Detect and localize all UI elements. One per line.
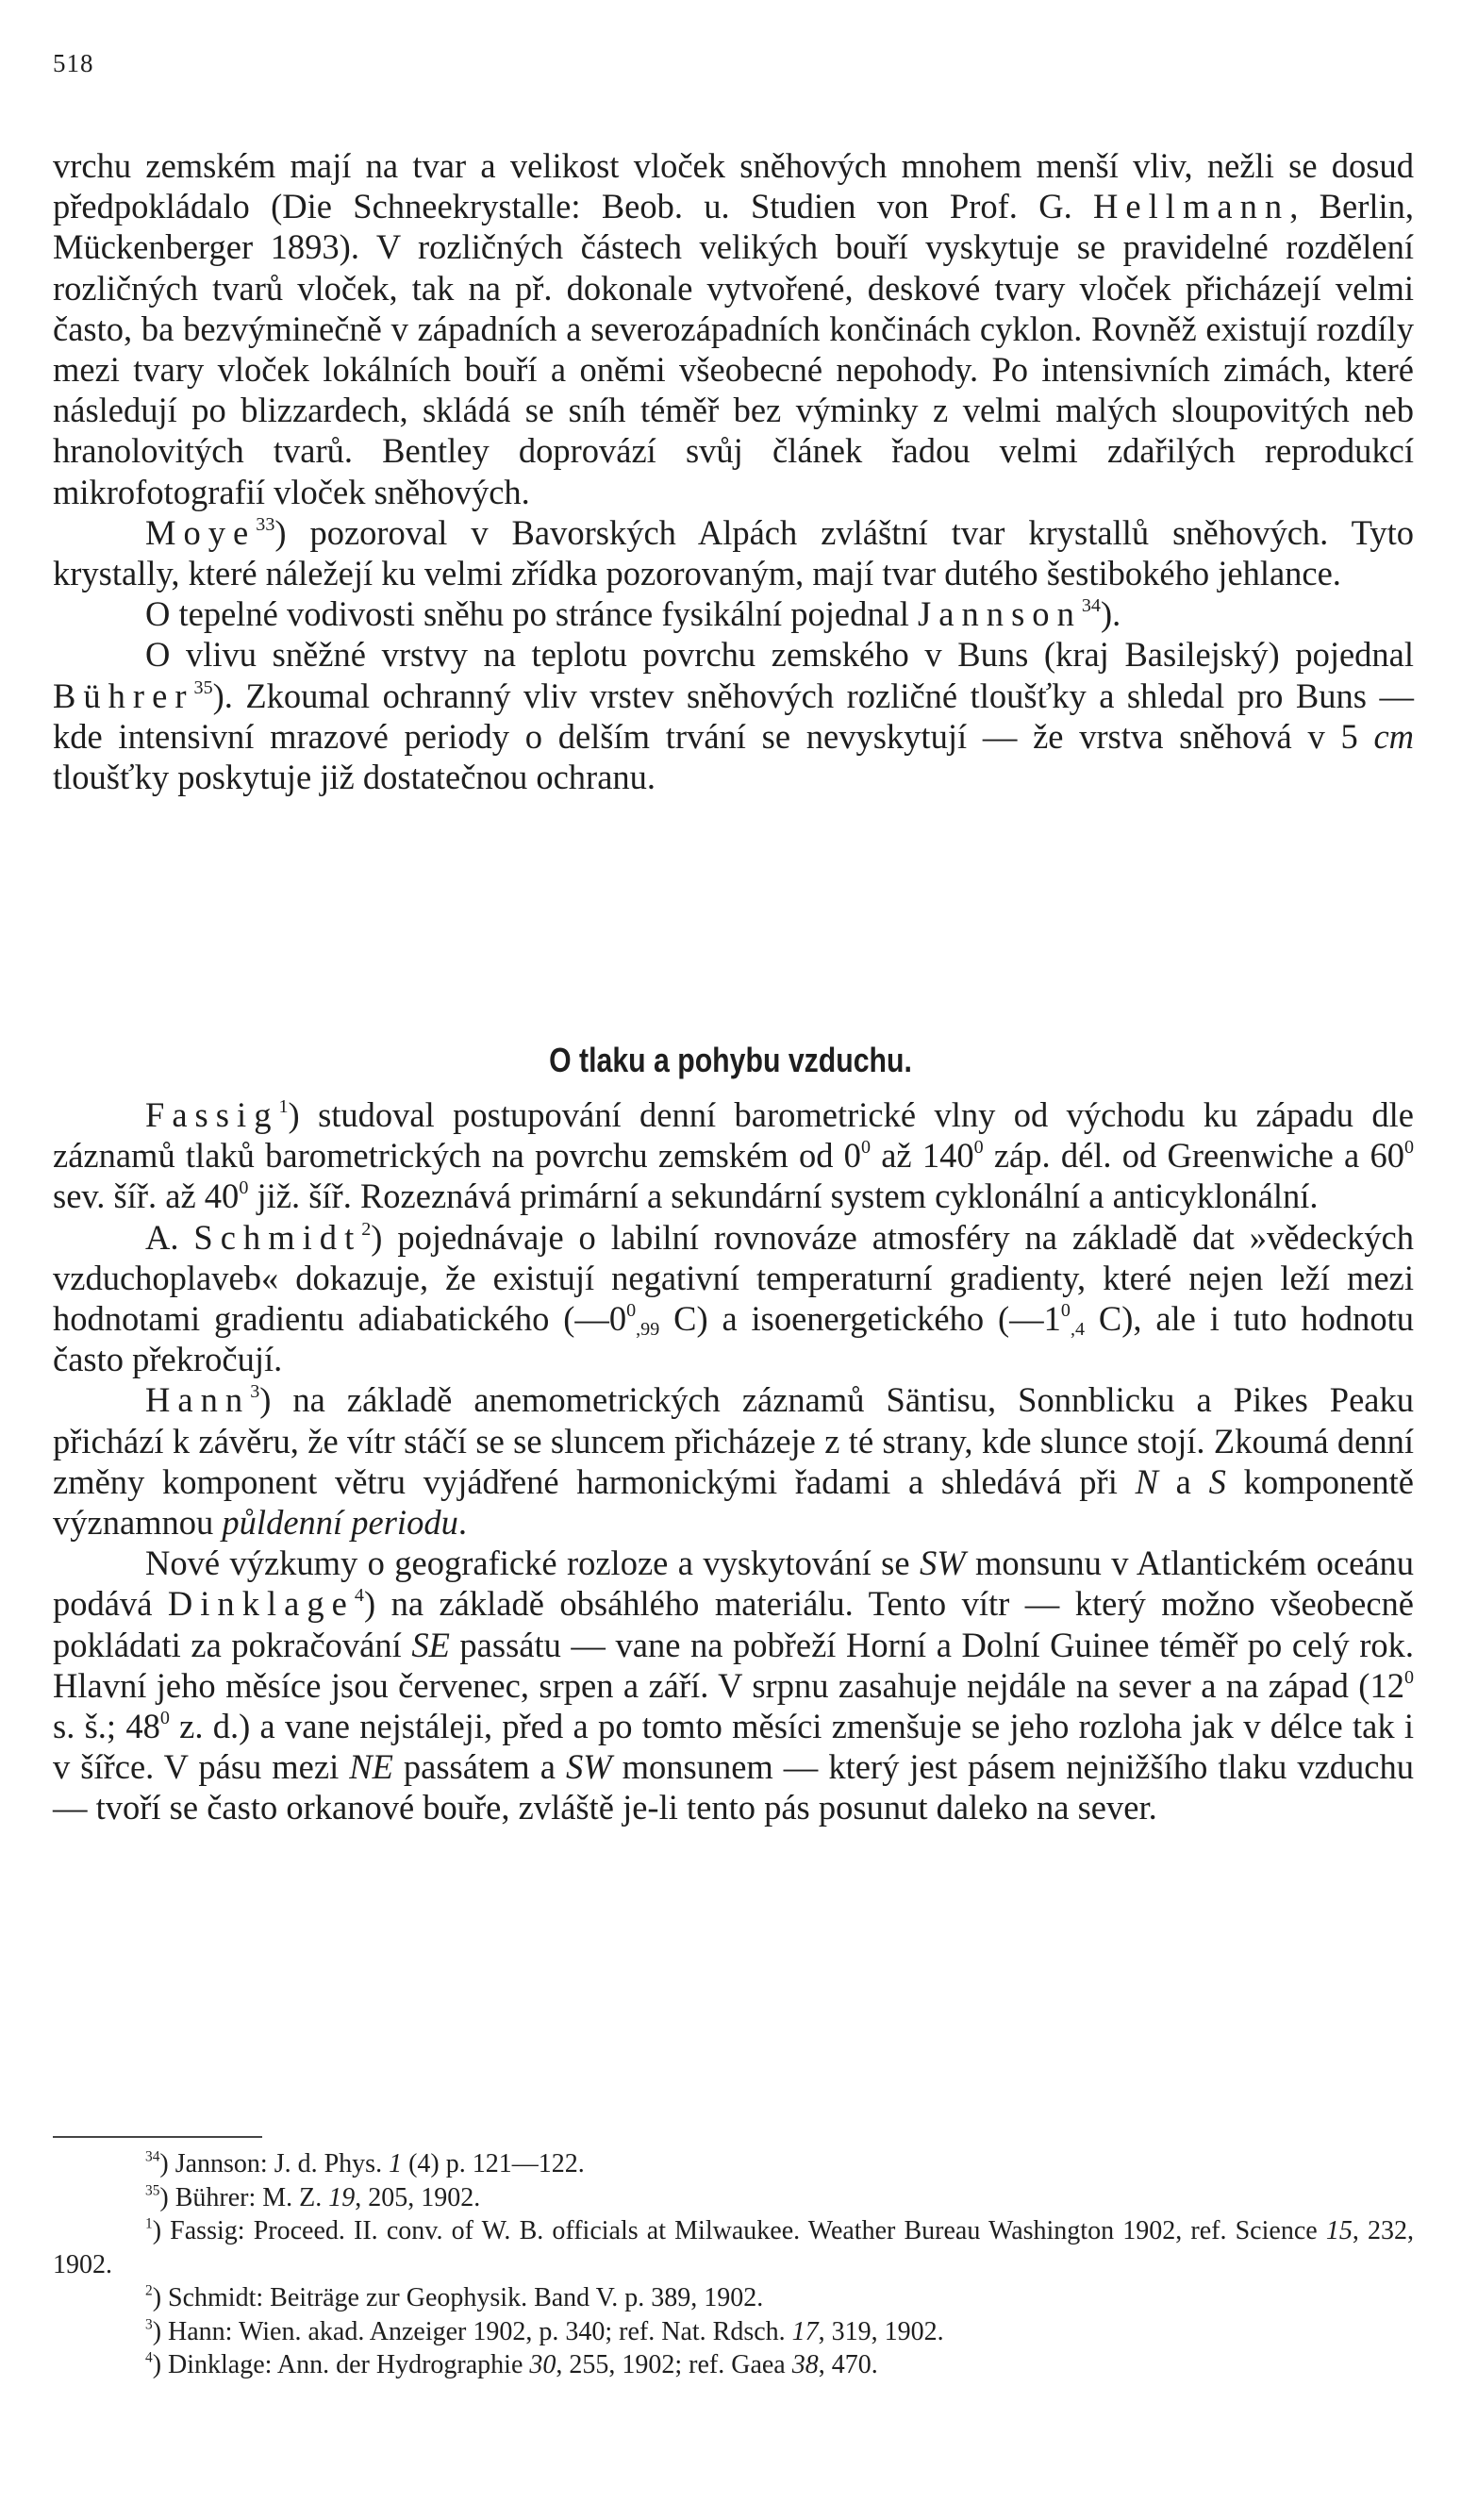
paragraph-moye: Moye$^{33}$) pozoroval v Bavorských Alpách zvláštní tvar krystallů sněhových. Tyto krystally, které náležejí ku velmi zřídka pozorovaným, mají tvar dutého šestibokého jehlance.	[53, 512, 1414, 593]
paragraph-dinklage: Nové výzkumy o geografické rozloze a vyskytování se SW monsunu v Atlantickém oceánu podává Dinklage$^4$) na základě obsáhlého materiálu. Tento vítr — který možno všeobecně pokládati za pokračování SE passátu — vane na pobřeží Horní a Dolní Guinee téměř po celý rok. Hlavní jeho měsíce jsou červenec, srpen a září. V srpnu zasahuje nejdále na sever a na západ ($12^0$ s. š.; $48^0$ z. d.) a vane nejstáleji, před a po tomto měsíci zmenšuje se jeho rozloha jak v délce tak i v šířce. V pásu mezi NE passátem a SW monsunem — který jest pásem nejnižšího tlaku vzduchu — tvoří se často orkanové bouře, zvláště je-li tento pás posunut daleko na sever.	[53, 1544, 1415, 1827]
footnote-4: $^4$) Dinklage: Ann. der Hydrographie 30, 255, 1902; ref. Gaea 38, 470.	[145, 2349, 878, 2379]
footnote-ref: 34	[1081, 595, 1101, 617]
author-name: Hellmann	[1093, 187, 1290, 226]
author-name: Hann	[145, 1380, 251, 1420]
paragraph-snow-crystals: vrchu zemském mají na tvar a velikost vloček sněhových mnohem menší vliv, nežli se dosud předpokládalo (Die Schneekrystalle: Beob. u. Studien von Prof. G. Hellmann, Berlin, Mückenberger 1893). V rozličných částech velikých bouří vyskytuje se pravidelné rozdělení rozličných tvarů vloček, tak na př. dokonale vytvořené, deskové tvary vloček přicházejí velmi často, ba bezvýminečně v západních a severozápadních končinách cyklon. Rovněž existují rozdíly mezi tvary vloček lokálních bouří a oněmi všeobecné nepohody. Po intensivních zimách, které následují po blizzardech, skládá se sníh téměř bez výminky z velmi malých sloupovitých neb hranolovitých tvarů. Bentley doprovází svůj článek řadou velmi zdařilých reprodukcí mikrofotografií vloček sněhových.	[53, 146, 1415, 511]
author-name: Schmidt	[193, 1217, 362, 1257]
footnote-ref: 2	[361, 1218, 372, 1240]
footnote-1: $^1$) Fassig: Proceed. II. conv. of W. B. officials at Milwaukee. Weather Bureau Washington 1902, ref. Science 15, 232, 1902.	[53, 2215, 1414, 2279]
author-name: Moye	[145, 512, 257, 552]
author-name: Bührer	[53, 676, 194, 715]
footnote-ref: 4	[354, 1585, 364, 1607]
footnote-divider	[53, 2136, 262, 2138]
footnote-ref: 33	[256, 513, 275, 535]
page-number: 518	[53, 49, 94, 77]
author-name: Jannson	[918, 594, 1082, 634]
paragraph-hann: Hann$^3$) na základě anemometrických záznamů Säntisu, Sonnblicku a Pikes Peaku přichází k závěru, že vítr stáčí se se sluncem přicházeje z té strany, kde slunce stojí. Zkoumá denní změny komponent větru vyjádřené harmonickými řadami a shledává při N a S komponentě významnou půldenní periodu.	[53, 1380, 1414, 1543]
author-name: Fassig	[145, 1095, 279, 1134]
section-heading: O tlaku a pohybu vzduchu.	[549, 1041, 912, 1079]
paragraph-buhrer: O vlivu sněžné vrstvy na teplotu povrchu zemského v Buns (kraj Basilejský) pojednal Bührer$^{35}$). Zkoumal ochranný vliv vrstev sněhových rozličné tloušťky a shledal pro Buns — kde intensivní mrazové periody o delším trvání se nevyskytují — že vrstva sněhová v 5 cm tloušťky poskytuje již dostatečnou ochranu.	[53, 635, 1414, 797]
footnote-34: $^{34}$) Jannson: J. d. Phys. 1 (4) p. 121—122.	[145, 2148, 585, 2178]
text-block-lower	[53, 1094, 1414, 1828]
footnote-ref: 3	[250, 1381, 260, 1403]
text-block-upper	[53, 145, 1414, 797]
footnotes	[53, 2147, 1414, 2382]
footnote-3: $^3$) Hann: Wien. akad. Anzeiger 1902, p. 340; ref. Nat. Rdsch. 17, 319, 1902.	[145, 2315, 944, 2346]
paragraph-fassig: Fassig$^1$) studoval postupování denní barometrické vlny od východu ku západu dle záznamů tlaků barometrických na povrchu zemském od $0^0$ až $140^0$ záp. dél. od Greenwiche a $60^0$ sev. šíř. až $40^0$ již. šíř. Rozeznává primární a sekundární system cyklonální a anticyklonální.	[53, 1095, 1414, 1216]
footnote-35: $^{35}$) Bührer: M. Z. 19, 205, 1902.	[145, 2181, 481, 2212]
paragraph-jannson: O tepelné vodivosti sněhu po stránce fysikální pojednal Jannson$^{34}$).	[145, 594, 1121, 634]
footnote-ref: 1	[278, 1095, 289, 1117]
author-name: Dinklage	[167, 1584, 355, 1624]
paragraph-schmidt: A. Schmidt$^2$) pojednávaje o labilní rovnováze atmosféry na základě dat »vědeckých vzduchoplaveb« dokazuje, že existují negativní temperaturní gradienty, které nejen leží mezi hodnotami gradientu adiabatického ($—0^0_{,99}$ C) a isoenergetického ($—1^0_{,4}$ C), ale i tuto hodnotu často překročují.	[53, 1217, 1415, 1379]
footnote-ref: 35	[193, 676, 213, 698]
footnote-2: $^2$) Schmidt: Beiträge zur Geophysik. Band V. p. 389, 1902.	[145, 2282, 764, 2312]
